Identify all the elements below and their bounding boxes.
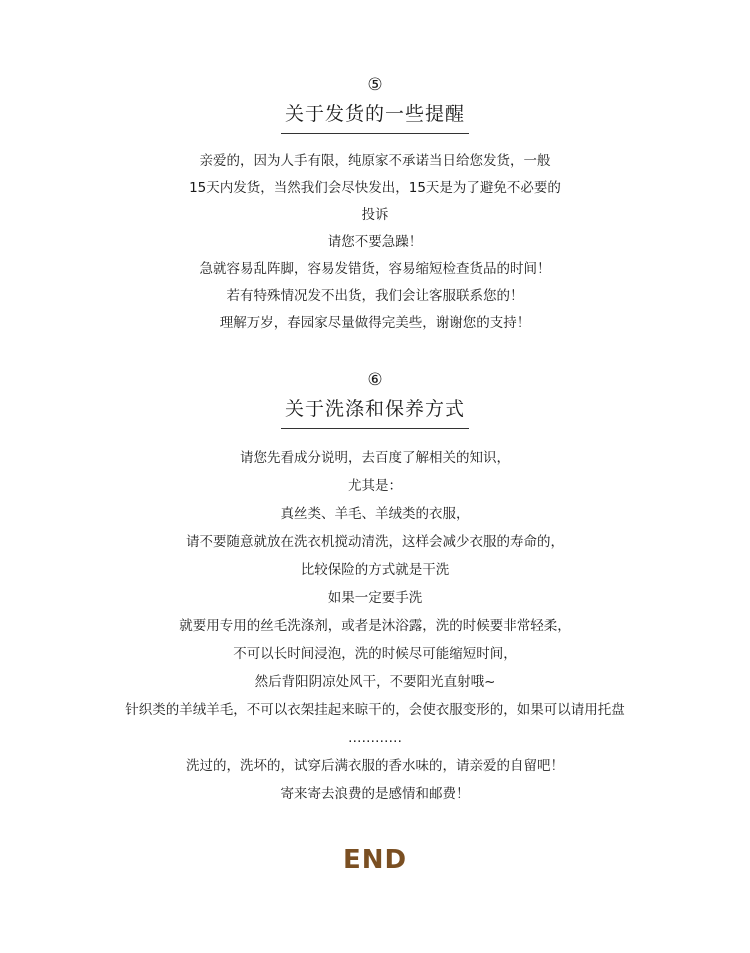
paragraph-line: 15天内发货，当然我们会尽快发出，15天是为了避免不必要的 [189,180,561,196]
paragraph-line: 如果一定要手洗 [327,590,423,606]
section-body [0,444,750,808]
paragraph-line: 洗过的，洗坏的，试穿后满衣服的香水味的，请亲爱的自留吧！ [186,758,564,774]
paragraph-line: 就要用专用的丝毛洗涤剂，或者是沐浴露，洗的时候要非常轻柔， [179,618,571,634]
paragraph-line: 急就容易乱阵脚，容易发错货，容易缩短检查货品的时间！ [199,261,551,277]
paragraph-line: 然后背阳阴凉处风干，不要阳光直射哦~ [254,674,496,690]
paragraph-line: 真丝类、羊毛、羊绒类的衣服， [280,506,470,522]
paragraph-line: ………… [348,730,402,746]
shipping-reminder-section [0,75,750,337]
washing-care-section [0,370,750,808]
paragraph-line: 若有特殊情况发不出货，我们会让客服联系您的！ [226,288,524,304]
paragraph-line: 寄来寄去浪费的是感情和邮费！ [280,786,470,802]
section-number: ⑤ [367,75,383,95]
section-title: 关于发货的一些提醒 [281,101,469,134]
paragraph-line: 理解万岁，春园家尽量做得完美些，谢谢您的支持！ [219,315,531,331]
paragraph-line: 投诉 [361,207,389,223]
section-number: ⑥ [367,370,383,390]
section-body [0,148,750,337]
paragraph-line: 比较保险的方式就是干洗 [300,562,450,578]
end-label: END [342,845,408,875]
paragraph-line: 亲爱的，因为人手有限，纯原家不承诺当日给您发货，一般 [199,153,551,169]
paragraph-line: 尤其是： [348,478,402,494]
paragraph-line: 针织类的羊绒羊毛，不可以衣架挂起来晾干的，会使衣服变形的，如果可以请用托盘 [125,702,625,718]
paragraph-line: 请您不要急躁！ [327,234,423,250]
paragraph-line: 不可以长时间浸泡，洗的时候尽可能缩短时间， [233,646,517,662]
section-title: 关于洗涤和保养方式 [281,396,469,429]
paragraph-line: 请您先看成分说明，去百度了解相关的知识， [240,450,510,466]
paragraph-line: 请不要随意就放在洗衣机搅动清洗，这样会减少衣服的寿命的， [186,534,564,550]
